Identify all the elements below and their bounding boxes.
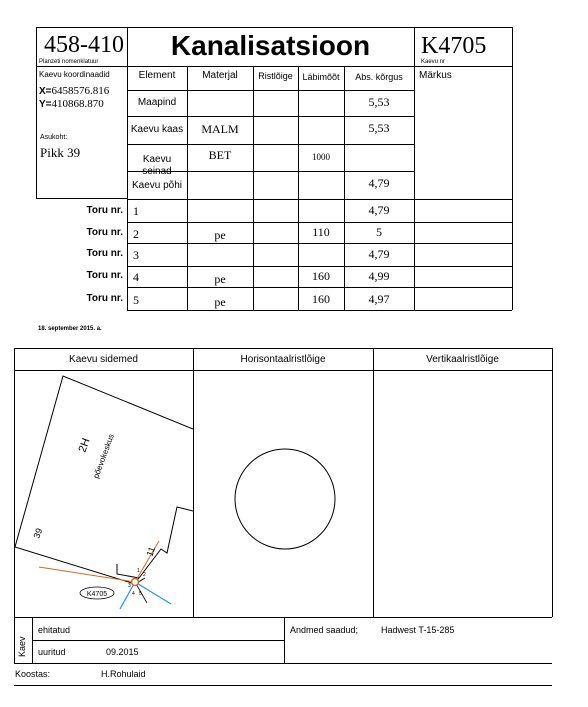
col-header-element: Element <box>138 70 176 81</box>
pipe-tag: 3 <box>128 583 131 589</box>
coords-label: Kaevu koordinaadid <box>39 70 110 79</box>
panel-title-vertical: Vertikaalristlõige <box>426 354 499 365</box>
coord-y-label: Y= <box>39 99 52 110</box>
rule <box>36 66 512 67</box>
well-marker <box>132 579 139 586</box>
rule <box>14 685 552 686</box>
ties-sketch <box>15 371 193 617</box>
pipe-number: 3 <box>133 248 139 262</box>
rule <box>14 617 552 618</box>
rule <box>127 222 512 223</box>
rule <box>512 27 513 310</box>
pipe-tag: 1 <box>137 568 140 574</box>
pipe-height: 4,79 <box>368 203 390 217</box>
pipe-height: 5 <box>376 225 382 239</box>
row-diameter: 1000 <box>312 152 330 162</box>
author-label: Koostas: <box>15 669 51 679</box>
pipe-label: Toru nr. <box>86 227 123 238</box>
pipe-height: 4,79 <box>368 247 390 261</box>
rule <box>14 348 552 349</box>
pipe-diameter: 160 <box>312 292 330 306</box>
well-number: K4705 <box>421 33 487 59</box>
house-number-left: 39 <box>31 526 45 540</box>
rule <box>127 310 512 311</box>
row-element: Kaevu seinad <box>142 154 172 177</box>
coord-y-value: 410868.870 <box>51 98 104 110</box>
rule <box>284 617 285 663</box>
coord-x <box>39 85 109 98</box>
row-element: Maapind <box>137 97 177 108</box>
coord-x-value: 6458576.816 <box>51 85 110 97</box>
rule <box>127 266 512 267</box>
pipe-label: Toru nr. <box>86 270 123 281</box>
pipe-height: 4,97 <box>368 292 390 306</box>
row-element: Kaevu põhi <box>131 180 183 191</box>
rule <box>36 198 127 199</box>
pipe-height: 4,99 <box>368 269 390 283</box>
rule <box>253 66 254 310</box>
source-value: Hadwest T-15-285 <box>381 625 455 635</box>
rule <box>14 617 15 663</box>
well-tag: K4705 <box>86 591 108 598</box>
pipe-material: pe <box>214 272 226 286</box>
address-value: Pikk 39 <box>40 145 81 160</box>
coord-x-label: X= <box>39 86 52 97</box>
house-number-right: 11 <box>144 545 158 558</box>
pipe-label: Toru nr. <box>86 205 123 216</box>
side-label: Kaev <box>17 636 27 657</box>
rule <box>127 144 415 145</box>
document-date: 18. september 2015. a. <box>38 326 102 332</box>
rule <box>127 116 415 117</box>
pipe-label: Toru nr. <box>86 248 123 259</box>
nomenclature-label: Planzeti nomenklatuur <box>39 59 99 65</box>
pipe-label: Toru nr. <box>86 293 123 304</box>
panel-title-horizontal: Horisontaalristlõige <box>240 354 326 365</box>
row-height: 4,79 <box>368 176 390 190</box>
pipe-number: 4 <box>133 270 139 284</box>
pipe-tag: 4 <box>132 591 135 597</box>
well-number-label: Kaevu nr <box>421 59 446 65</box>
row-element: Kaevu kaas <box>130 124 184 135</box>
pipe-material: pe <box>214 295 226 309</box>
horizontal-section-drawing <box>193 371 373 617</box>
pipe-diameter: 160 <box>312 269 330 283</box>
well-circle <box>235 449 335 549</box>
pipe-number: 5 <box>133 293 139 307</box>
rule <box>127 243 512 244</box>
col-header-abs-height: Abs. kõrgus <box>355 72 403 82</box>
row-height: 5,53 <box>368 95 390 109</box>
pipe-number: 2 <box>133 227 139 241</box>
building-name: 2H <box>76 436 93 455</box>
panel-title-ties: Kaevu sidemed <box>69 354 138 365</box>
rule <box>127 199 512 200</box>
building-outline <box>117 507 193 578</box>
page-title: Kanalisatsioon <box>170 30 371 61</box>
row-material: BET <box>208 148 232 162</box>
pipe-tag: 5 <box>139 591 142 597</box>
author-value: H.Rohulaid <box>101 669 146 679</box>
row-material: MALM <box>201 122 239 136</box>
rule <box>552 348 553 617</box>
rule <box>36 27 512 28</box>
building-description: põevokeskus <box>91 432 116 480</box>
rule <box>32 640 284 641</box>
pipe-number: 1 <box>133 204 139 218</box>
built-label: ehitatud <box>38 625 71 635</box>
rule <box>373 348 374 617</box>
col-header-notes: Märkus <box>419 70 452 81</box>
col-header-material: Materjal <box>202 70 238 81</box>
row-height: 5,53 <box>368 121 390 135</box>
address-label: Asukoht: <box>40 134 68 141</box>
surveyed-label: uuritud <box>38 647 66 657</box>
col-header-diameter: Läbimõõt <box>302 72 340 82</box>
pipe-tag: 2 <box>143 572 146 578</box>
source-label: Andmed saadud; <box>290 625 359 635</box>
rule <box>36 27 37 198</box>
rule <box>14 663 552 664</box>
pipe-material: pe <box>214 228 226 242</box>
rule <box>414 27 415 310</box>
coord-y <box>39 98 104 111</box>
surveyed-value: 09.2015 <box>106 647 139 657</box>
rule <box>127 90 415 91</box>
pipe-diameter: 110 <box>312 225 330 239</box>
col-header-cross-section: Ristlõige <box>258 71 293 81</box>
nomenclature-number: 458-410 <box>44 32 124 58</box>
rule <box>127 287 512 288</box>
